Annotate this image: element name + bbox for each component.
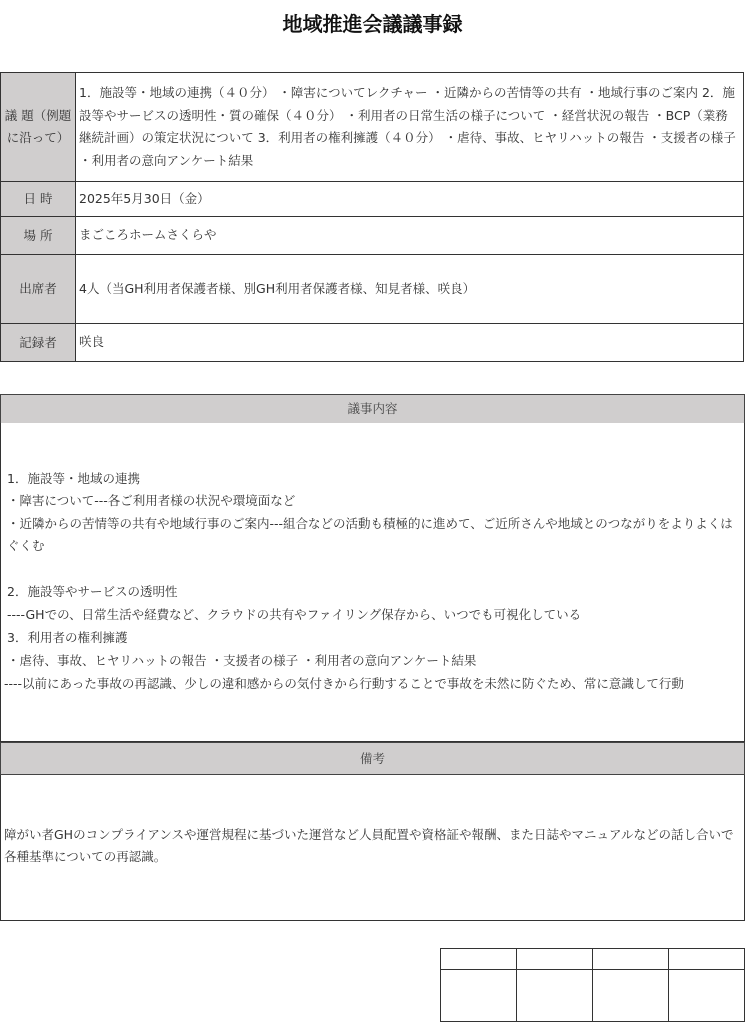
datetime-value: 2025年5月30日（金） bbox=[76, 182, 744, 217]
notes-text: 障がい者GHのコンプライアンスや運営規程に基づいた運営など人員配置や資格証や報酬、また日誌やマニュアルなどの話し合いで各種基準についての再認識。 bbox=[4, 827, 734, 864]
recorder-label: 記録者 bbox=[1, 324, 76, 362]
stamp-cell bbox=[669, 970, 745, 1022]
datetime-row bbox=[1, 182, 744, 217]
attendees-value: 4人（当GH利用者保護者様、別GH利用者保護者様、知見者様、咲良） bbox=[76, 255, 744, 324]
place-label: 場 所 bbox=[1, 217, 76, 255]
minutes-line: ・障害について---各ご利用者様の状況や環境面など bbox=[7, 493, 296, 508]
minutes-line: 3．利用者の権利擁護 bbox=[7, 630, 128, 645]
place-value: まごころホームさくらや bbox=[76, 217, 744, 255]
recorder-value: 咲良 bbox=[76, 324, 744, 362]
minutes-line: ・近隣からの苦情等の共有や地域行事のご案内---組合などの活動も積極的に進めて、ご近所さんや地域とのつながりをよりよくはぐくむ bbox=[7, 516, 733, 553]
minutes-line: 2．施設等やサービスの透明性 bbox=[7, 584, 178, 599]
minutes-line: 1．施設等・地域の連携 bbox=[7, 471, 140, 486]
minutes-header: 議事内容 bbox=[0, 394, 745, 424]
agenda-value: 1．施設等・地域の連携（４０分） ・障害についてレクチャー ・近隣からの苦情等の共有 ・地域行事のご案内 2．施設等やサービスの透明性・質の確保（４０分） ・利用者の日常生活の様子について ・経営状況の報告 ・BCP（業務継続計画）の策定状況について 3．利用者の権利擁護（４０分） ・虐待、事故、ヒヤリハットの報告 ・支援者の様子 ・利用者の意向アンケート結果 bbox=[76, 73, 744, 182]
stamp-header-cell bbox=[669, 949, 745, 970]
minutes-line: ・虐待、事故、ヒヤリハットの報告 ・支援者の様子 ・利用者の意向アンケート結果 bbox=[7, 653, 477, 668]
stamp-header-cell bbox=[441, 949, 517, 970]
stamp-header-cell bbox=[593, 949, 669, 970]
stamp-header-cell bbox=[517, 949, 593, 970]
datetime-label: 日 時 bbox=[1, 182, 76, 217]
agenda-row bbox=[1, 73, 744, 182]
minutes-line: ----以前にあった事故の再認識、少しの違和感からの気付きから行動することで事故を未然に防ぐため、常に意識して行動 bbox=[4, 676, 684, 691]
notes-header: 備考 bbox=[0, 742, 745, 775]
recorder-row bbox=[1, 324, 744, 362]
approval-stamp-table bbox=[440, 948, 745, 1022]
notes-body bbox=[0, 775, 745, 921]
minutes-line: ----GHでの、日常生活や経費など、クラウドの共有やファイリング保存から、いつでも可視化している bbox=[7, 607, 582, 622]
attendees-row bbox=[1, 255, 744, 324]
agenda-label: 議 題（例題に沿って） bbox=[1, 73, 76, 182]
attendees-label: 出席者 bbox=[1, 255, 76, 324]
stamp-cell bbox=[593, 970, 669, 1022]
place-row bbox=[1, 217, 744, 255]
minutes-body bbox=[0, 423, 745, 742]
stamp-cell bbox=[517, 970, 593, 1022]
meeting-info-table bbox=[0, 72, 744, 362]
page-title: 地域推進会議議事録 bbox=[282, 12, 463, 36]
stamp-cell bbox=[441, 970, 517, 1022]
